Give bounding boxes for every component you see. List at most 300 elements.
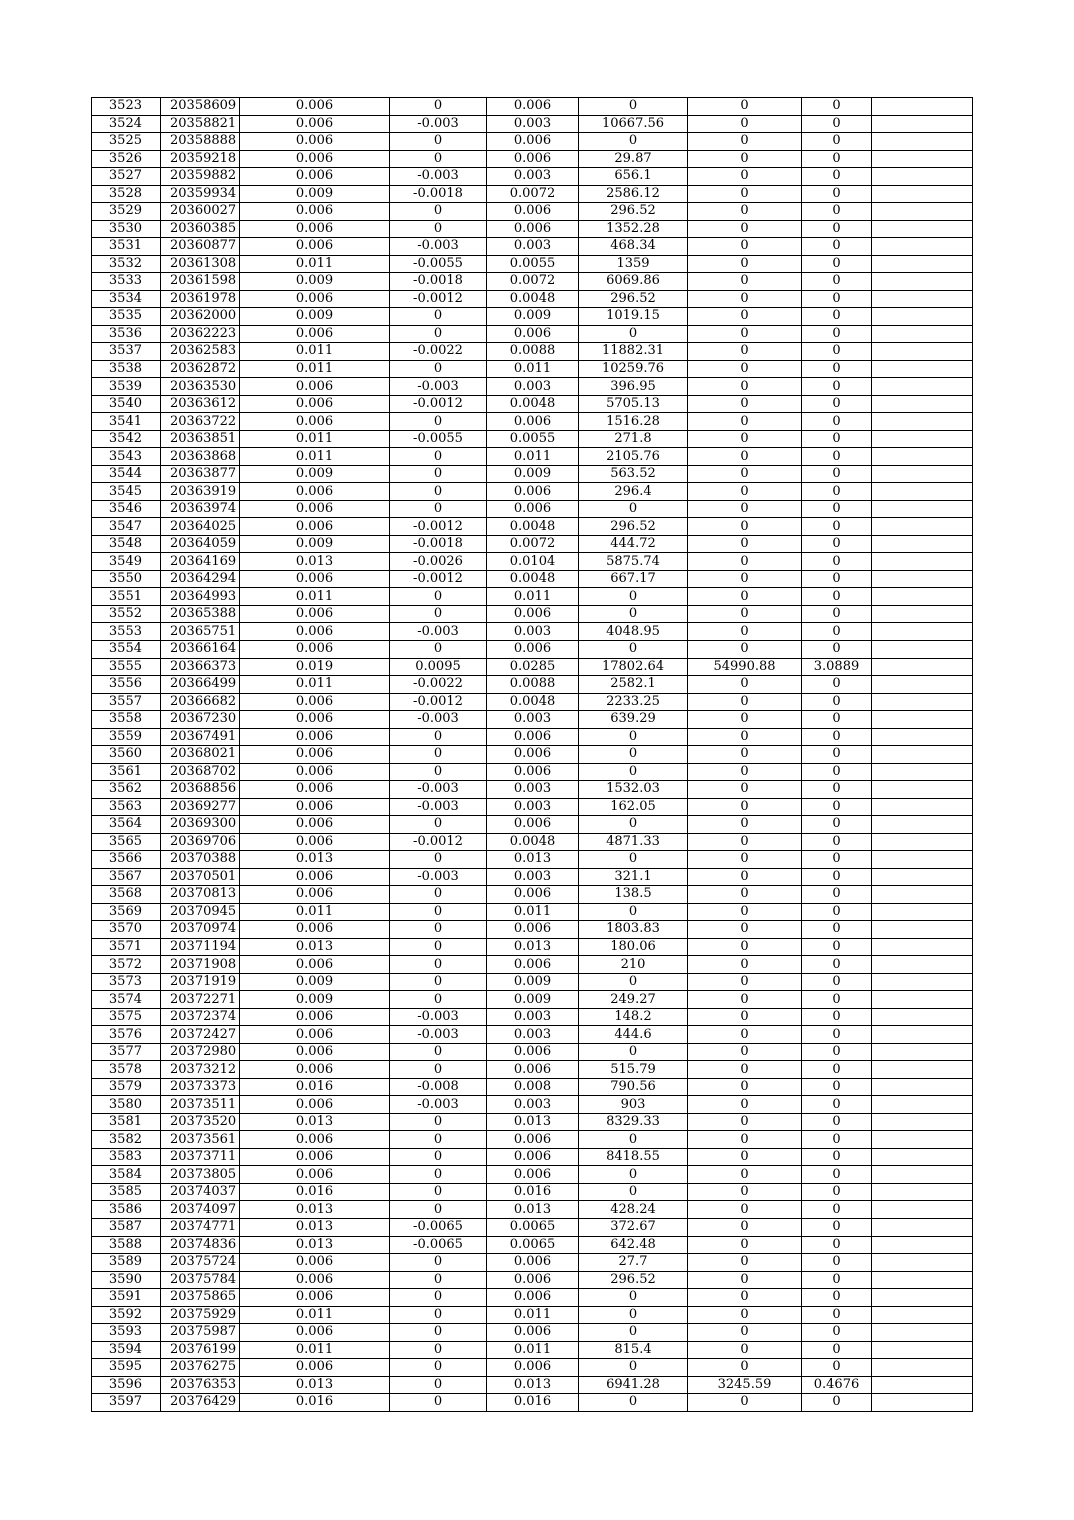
table-body [92,98,973,1412]
ratio-cell: 0 [802,1359,872,1377]
ratio-cell: 0 [802,676,872,694]
amount-cell: 4871.33 [579,833,688,851]
blank-cell [872,1254,973,1272]
value-a-cell: 0.013 [240,1201,390,1219]
table-row [92,465,973,483]
value-a-cell: 0.006 [240,711,390,729]
value-a-cell: 0.006 [240,413,390,431]
value-b-cell: -0.0026 [390,553,487,571]
row-number-cell: 3554 [92,640,161,658]
amount-2-cell: 0 [688,868,802,886]
blank-cell [872,1306,973,1324]
row-number-cell: 3596 [92,1376,161,1394]
amount-2-cell: 0 [688,991,802,1009]
value-b-cell: -0.0022 [390,343,487,361]
amount-2-cell: 0 [688,1219,802,1237]
amount-cell: 296.4 [579,483,688,501]
amount-cell: 0 [579,133,688,151]
value-a-cell: 0.006 [240,1254,390,1272]
row-number-cell: 3595 [92,1359,161,1377]
table-row [92,605,973,623]
value-c-cell: 0.0055 [487,255,579,273]
ratio-cell: 0 [802,833,872,851]
id-cell: 20364294 [161,570,240,588]
amount-2-cell: 0 [688,343,802,361]
id-cell: 20371908 [161,956,240,974]
row-number-cell: 3556 [92,676,161,694]
row-number-cell: 3574 [92,991,161,1009]
id-cell: 20362223 [161,325,240,343]
row-number-cell: 3580 [92,1096,161,1114]
ratio-cell: 0 [802,1026,872,1044]
amount-cell: 5875.74 [579,553,688,571]
table-row [92,851,973,869]
ratio-cell: 0 [802,168,872,186]
blank-cell [872,921,973,939]
blank-cell [872,676,973,694]
ratio-cell: 0 [802,605,872,623]
row-number-cell: 3563 [92,798,161,816]
ratio-cell: 0 [802,640,872,658]
row-number-cell: 3578 [92,1061,161,1079]
id-cell: 20364993 [161,588,240,606]
amount-2-cell: 0 [688,1236,802,1254]
amount-cell: 4048.95 [579,623,688,641]
amount-2-cell: 0 [688,1359,802,1377]
value-b-cell: 0 [390,1359,487,1377]
ratio-cell: 0 [802,98,872,116]
ratio-cell: 0 [802,746,872,764]
table-row [92,1236,973,1254]
amount-cell: 396.95 [579,378,688,396]
blank-cell [872,1061,973,1079]
ratio-cell: 0 [802,448,872,466]
amount-cell: 1352.28 [579,220,688,238]
table-row [92,588,973,606]
table-row [92,360,973,378]
row-number-cell: 3559 [92,728,161,746]
blank-cell [872,273,973,291]
blank-cell [872,553,973,571]
amount-2-cell: 0 [688,605,802,623]
id-cell: 20373511 [161,1096,240,1114]
value-b-cell: 0 [390,1183,487,1201]
blank-cell [872,1026,973,1044]
blank-cell [872,360,973,378]
blank-cell [872,430,973,448]
value-c-cell: 0.006 [487,203,579,221]
value-a-cell: 0.019 [240,658,390,676]
row-number-cell: 3545 [92,483,161,501]
amount-cell: 1516.28 [579,413,688,431]
table-row [92,553,973,571]
amount-cell: 0 [579,325,688,343]
ratio-cell: 0 [802,413,872,431]
amount-cell: 5705.13 [579,395,688,413]
amount-2-cell: 0 [688,1061,802,1079]
blank-cell [872,1394,973,1412]
table-row [92,255,973,273]
value-b-cell: -0.0012 [390,693,487,711]
amount-cell: 8329.33 [579,1113,688,1131]
value-b-cell: 0 [390,1254,487,1272]
row-number-cell: 3565 [92,833,161,851]
value-b-cell: 0 [390,1341,487,1359]
value-a-cell: 0.016 [240,1078,390,1096]
ratio-cell: 0 [802,1289,872,1307]
value-c-cell: 0.006 [487,133,579,151]
table-row [92,1096,973,1114]
value-a-cell: 0.011 [240,676,390,694]
value-a-cell: 0.006 [240,921,390,939]
row-number-cell: 3523 [92,98,161,116]
blank-cell [872,763,973,781]
amount-cell: 0 [579,851,688,869]
id-cell: 20363868 [161,448,240,466]
value-c-cell: 0.016 [487,1183,579,1201]
amount-cell: 903 [579,1096,688,1114]
value-b-cell: 0 [390,133,487,151]
value-c-cell: 0.013 [487,938,579,956]
row-number-cell: 3568 [92,886,161,904]
blank-cell [872,1183,973,1201]
blank-cell [872,535,973,553]
amount-2-cell: 0 [688,903,802,921]
value-b-cell: 0 [390,640,487,658]
id-cell: 20370813 [161,886,240,904]
blank-cell [872,886,973,904]
amount-cell: 0 [579,1324,688,1342]
value-b-cell: -0.003 [390,1008,487,1026]
id-cell: 20359934 [161,185,240,203]
value-c-cell: 0.006 [487,886,579,904]
value-b-cell: 0 [390,1166,487,1184]
amount-2-cell: 0 [688,1254,802,1272]
value-a-cell: 0.006 [240,150,390,168]
value-a-cell: 0.006 [240,1043,390,1061]
amount-2-cell: 0 [688,115,802,133]
row-number-cell: 3576 [92,1026,161,1044]
ratio-cell: 0 [802,693,872,711]
row-number-cell: 3541 [92,413,161,431]
row-number-cell: 3592 [92,1306,161,1324]
table-row [92,1113,973,1131]
blank-cell [872,693,973,711]
value-a-cell: 0.006 [240,763,390,781]
blank-cell [872,798,973,816]
amount-cell: 468.34 [579,238,688,256]
amount-2-cell: 0 [688,483,802,501]
value-c-cell: 0.003 [487,711,579,729]
amount-cell: 0 [579,1166,688,1184]
blank-cell [872,973,973,991]
blank-cell [872,150,973,168]
ratio-cell: 0 [802,868,872,886]
value-b-cell: 0 [390,325,487,343]
value-b-cell: 0 [390,991,487,1009]
value-a-cell: 0.006 [240,570,390,588]
value-b-cell: 0 [390,1131,487,1149]
id-cell: 20360877 [161,238,240,256]
row-number-cell: 3555 [92,658,161,676]
value-a-cell: 0.006 [240,1148,390,1166]
value-a-cell: 0.016 [240,1183,390,1201]
amount-2-cell: 0 [688,325,802,343]
blank-cell [872,413,973,431]
value-c-cell: 0.006 [487,746,579,764]
row-number-cell: 3560 [92,746,161,764]
table-row [92,133,973,151]
blank-cell [872,640,973,658]
amount-2-cell: 0 [688,640,802,658]
ratio-cell: 0 [802,1078,872,1096]
blank-cell [872,623,973,641]
amount-cell: 2233.25 [579,693,688,711]
amount-2-cell: 0 [688,1306,802,1324]
table-row [92,308,973,326]
amount-cell: 642.48 [579,1236,688,1254]
value-b-cell: -0.0065 [390,1219,487,1237]
id-cell: 20364025 [161,518,240,536]
id-cell: 20365388 [161,605,240,623]
ratio-cell: 0 [802,465,872,483]
id-cell: 20362000 [161,308,240,326]
value-c-cell: 0.006 [487,640,579,658]
value-a-cell: 0.009 [240,308,390,326]
row-number-cell: 3566 [92,851,161,869]
value-a-cell: 0.006 [240,203,390,221]
table-row [92,500,973,518]
table-row [92,448,973,466]
value-a-cell: 0.006 [240,1061,390,1079]
amount-cell: 210 [579,956,688,974]
table-row [92,1166,973,1184]
value-c-cell: 0.009 [487,308,579,326]
amount-cell: 0 [579,1289,688,1307]
row-number-cell: 3528 [92,185,161,203]
table-row [92,973,973,991]
value-b-cell: 0 [390,448,487,466]
value-a-cell: 0.011 [240,343,390,361]
ratio-cell: 0 [802,816,872,834]
value-b-cell: 0 [390,1201,487,1219]
value-a-cell: 0.013 [240,1219,390,1237]
value-a-cell: 0.006 [240,500,390,518]
id-cell: 20372374 [161,1008,240,1026]
ratio-cell: 0 [802,623,872,641]
blank-cell [872,1359,973,1377]
blank-cell [872,711,973,729]
amount-2-cell: 0 [688,430,802,448]
amount-2-cell: 0 [688,1289,802,1307]
ratio-cell: 0 [802,1306,872,1324]
value-c-cell: 0.0065 [487,1236,579,1254]
row-number-cell: 3535 [92,308,161,326]
blank-cell [872,1341,973,1359]
amount-2-cell: 0 [688,395,802,413]
value-c-cell: 0.011 [487,1341,579,1359]
amount-cell: 0 [579,763,688,781]
amount-2-cell: 0 [688,1394,802,1412]
blank-cell [872,255,973,273]
row-number-cell: 3532 [92,255,161,273]
table-row [92,1376,973,1394]
ratio-cell: 0 [802,238,872,256]
id-cell: 20360027 [161,203,240,221]
value-a-cell: 0.006 [240,746,390,764]
value-b-cell: 0 [390,763,487,781]
amount-cell: 8418.55 [579,1148,688,1166]
value-b-cell: -0.008 [390,1078,487,1096]
value-a-cell: 0.011 [240,448,390,466]
value-c-cell: 0.011 [487,903,579,921]
blank-cell [872,203,973,221]
id-cell: 20366682 [161,693,240,711]
value-c-cell: 0.013 [487,1376,579,1394]
value-b-cell: 0 [390,220,487,238]
amount-cell: 0 [579,903,688,921]
value-c-cell: 0.009 [487,991,579,1009]
id-cell: 20373373 [161,1078,240,1096]
value-b-cell: -0.003 [390,378,487,396]
table-row [92,868,973,886]
amount-2-cell: 0 [688,1131,802,1149]
value-a-cell: 0.013 [240,553,390,571]
value-c-cell: 0.013 [487,851,579,869]
row-number-cell: 3546 [92,500,161,518]
amount-cell: 0 [579,1394,688,1412]
id-cell: 20361308 [161,255,240,273]
ratio-cell: 0 [802,273,872,291]
amount-2-cell: 0 [688,238,802,256]
table-row [92,1306,973,1324]
value-b-cell: 0 [390,851,487,869]
value-a-cell: 0.006 [240,325,390,343]
row-number-cell: 3524 [92,115,161,133]
blank-cell [872,483,973,501]
id-cell: 20361978 [161,290,240,308]
table-row [92,798,973,816]
amount-cell: 1532.03 [579,781,688,799]
id-cell: 20376429 [161,1394,240,1412]
blank-cell [872,868,973,886]
value-c-cell: 0.0072 [487,185,579,203]
id-cell: 20374771 [161,1219,240,1237]
id-cell: 20368856 [161,781,240,799]
amount-2-cell: 0 [688,413,802,431]
amount-2-cell: 0 [688,746,802,764]
amount-2-cell: 0 [688,1341,802,1359]
id-cell: 20374097 [161,1201,240,1219]
ratio-cell: 0 [802,1341,872,1359]
ratio-cell: 0 [802,325,872,343]
value-a-cell: 0.006 [240,623,390,641]
table-row [92,1359,973,1377]
value-b-cell: 0 [390,728,487,746]
amount-cell: 296.52 [579,1271,688,1289]
table-row [92,1254,973,1272]
amount-cell: 563.52 [579,465,688,483]
amount-cell: 0 [579,1131,688,1149]
blank-cell [872,1166,973,1184]
blank-cell [872,1289,973,1307]
value-b-cell: -0.0018 [390,535,487,553]
amount-cell: 790.56 [579,1078,688,1096]
amount-2-cell: 0 [688,921,802,939]
blank-cell [872,816,973,834]
row-number-cell: 3533 [92,273,161,291]
amount-cell: 0 [579,728,688,746]
amount-cell: 444.6 [579,1026,688,1044]
value-a-cell: 0.006 [240,1289,390,1307]
table-row [92,763,973,781]
ratio-cell: 0 [802,781,872,799]
value-b-cell: -0.003 [390,781,487,799]
value-c-cell: 0.006 [487,1043,579,1061]
id-cell: 20371919 [161,973,240,991]
table-row [92,921,973,939]
id-cell: 20359882 [161,168,240,186]
id-cell: 20368702 [161,763,240,781]
value-c-cell: 0.0048 [487,395,579,413]
amount-2-cell: 0 [688,728,802,746]
value-b-cell: -0.0055 [390,430,487,448]
blank-cell [872,500,973,518]
amount-cell: 0 [579,816,688,834]
amount-cell: 372.67 [579,1219,688,1237]
ratio-cell: 0 [802,570,872,588]
value-b-cell: -0.003 [390,623,487,641]
amount-2-cell: 0 [688,1008,802,1026]
blank-cell [872,991,973,1009]
amount-cell: 321.1 [579,868,688,886]
value-c-cell: 0.003 [487,781,579,799]
table-row [92,728,973,746]
value-b-cell: -0.0012 [390,833,487,851]
ratio-cell: 0 [802,220,872,238]
value-a-cell: 0.013 [240,1376,390,1394]
blank-cell [872,1113,973,1131]
amount-cell: 639.29 [579,711,688,729]
amount-cell: 296.52 [579,518,688,536]
id-cell: 20370945 [161,903,240,921]
value-a-cell: 0.006 [240,798,390,816]
value-a-cell: 0.006 [240,886,390,904]
id-cell: 20371194 [161,938,240,956]
table-row [92,693,973,711]
row-number-cell: 3581 [92,1113,161,1131]
amount-2-cell: 0 [688,1078,802,1096]
value-b-cell: -0.0012 [390,290,487,308]
value-b-cell: -0.0018 [390,185,487,203]
id-cell: 20376199 [161,1341,240,1359]
value-b-cell: 0 [390,1061,487,1079]
value-a-cell: 0.016 [240,1394,390,1412]
amount-cell: 6941.28 [579,1376,688,1394]
ratio-cell: 0 [802,1043,872,1061]
row-number-cell: 3585 [92,1183,161,1201]
amount-2-cell: 0 [688,290,802,308]
amount-2-cell: 0 [688,570,802,588]
ratio-cell: 0 [802,378,872,396]
value-a-cell: 0.013 [240,1113,390,1131]
value-c-cell: 0.006 [487,1148,579,1166]
table-row [92,413,973,431]
table-row [92,343,973,361]
table-row [92,98,973,116]
amount-cell: 11882.31 [579,343,688,361]
row-number-cell: 3573 [92,973,161,991]
